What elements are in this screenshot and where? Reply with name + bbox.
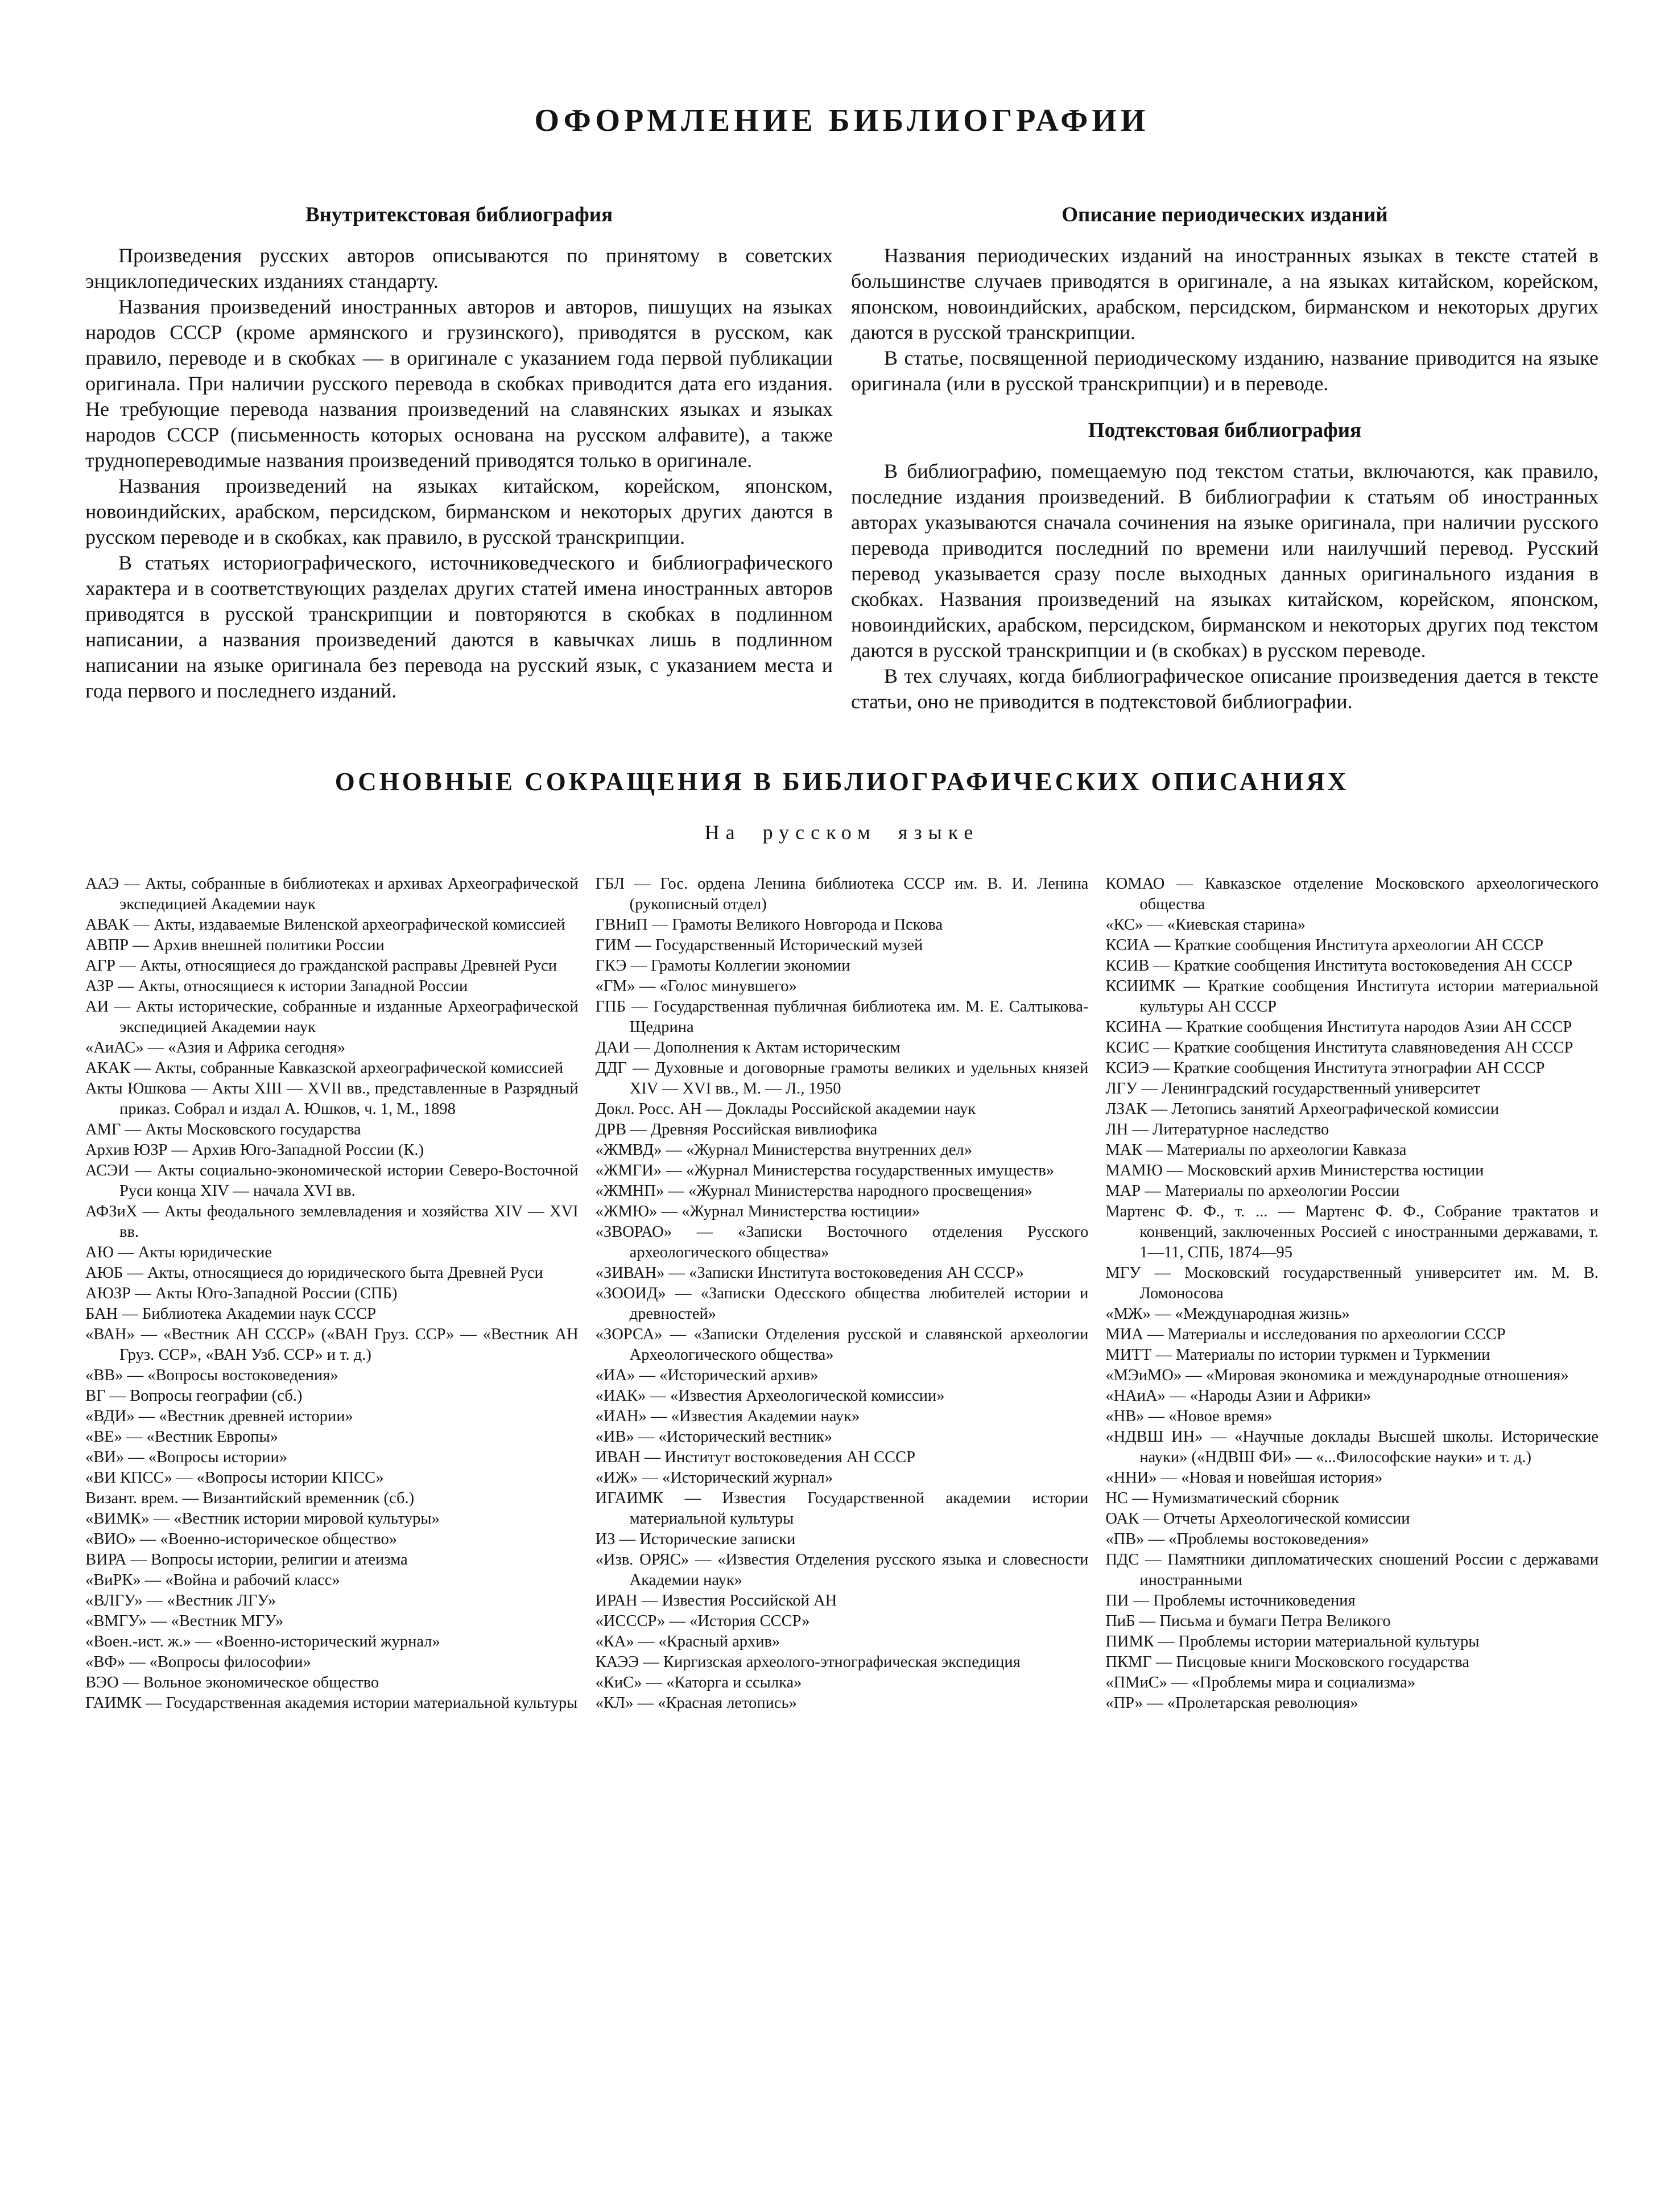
abbreviation-entry: «ННИ» — «Новая и новейшая история» bbox=[1105, 1469, 1383, 1487]
intro-right-column bbox=[851, 203, 1598, 715]
abbreviations-column-3 bbox=[1105, 874, 1598, 1714]
abbreviation-entry: «КА» — «Красный архив» bbox=[595, 1633, 780, 1650]
abbreviation-entry: ПИМК — Проблемы истории материальной культуры bbox=[1105, 1633, 1480, 1650]
abbreviation-entry: АФЗиХ — Акты феодального землевладения и хозяйства XIV — XVI вв. bbox=[85, 1203, 579, 1241]
abbreviation-entry: КСИИМК — Краткие сообщения Института истории материальной культуры АН СССР bbox=[1105, 977, 1599, 1016]
abbreviation-entry: «ПВ» — «Проблемы востоковедения» bbox=[1105, 1530, 1369, 1548]
abbreviation-entry: ПКМГ — Писцовые книги Московского государства bbox=[1105, 1653, 1470, 1671]
body-paragraph: В статье, посвященной периодическому изданию, название приводится на языке оригинала (или в русской транскрипции) и в переводе. bbox=[851, 346, 1598, 395]
abbreviation-entry: АКАК — Акты, собранные Кавказской археографической комиссией bbox=[85, 1059, 564, 1077]
abbreviation-entry: ПиБ — Письма и бумаги Петра Великого bbox=[1105, 1612, 1391, 1630]
abbreviation-entry: «ЗВОРАО» — «Записки Восточного отделения Русского археологического общества» bbox=[595, 1223, 1089, 1261]
abbreviation-entry: «ЗОРСА» — «Записки Отделения русской и славянской археологии Археологического общества» bbox=[595, 1326, 1089, 1364]
body-paragraph: В библиографию, помещаемую под текстом статьи, включаются, как правило, последние издания произведений. В библиографии к статьям об иностранных авторах указываются сначала сочинения на языке оригинала, при наличии русского перевода приводится последний по времени или наилучший перевод. Русский перевод указывается сразу после выходных данных оригинального издания в скобках. Названия произведений на языках китайском, корейском, японском, новоиндийских, арабском, персидском, бирманском и некоторых других под текстом даются в русской транскрипции и (в скобках) в русском переводе. bbox=[851, 460, 1598, 662]
heading-periodicals-description: Описание периодических изданий bbox=[1061, 203, 1388, 226]
abbreviation-entry: ОАК — Отчеты Археологической комиссии bbox=[1105, 1510, 1410, 1528]
abbreviation-entry: «ЖМВД» — «Журнал Министерства внутренних дел» bbox=[595, 1141, 973, 1159]
abbreviation-entry: «ВМГУ» — «Вестник МГУ» bbox=[85, 1612, 284, 1630]
abbreviation-entry: «ВИ» — «Вопросы истории» bbox=[85, 1448, 287, 1466]
abbreviation-entry: КАЭЭ — Киргизская археолого-этнографическая экспедиция bbox=[595, 1653, 1021, 1671]
page-title: ОФОРМЛЕНИЕ БИБЛИОГРАФИИ bbox=[534, 103, 1150, 138]
intro-left-column bbox=[85, 203, 833, 715]
abbreviation-entry: ГПБ — Государственная публичная библиотека им. М. Е. Салтыкова-Щедрина bbox=[595, 998, 1089, 1036]
abbreviation-entry: ПДС — Памятники дипломатических сношений России с державами иностранными bbox=[1105, 1551, 1599, 1589]
abbreviation-entry: «Изв. ОРЯС» — «Известия Отделения русского языка и словесности Академии наук» bbox=[595, 1551, 1089, 1589]
abbreviation-entry: ВЭО — Вольное экономическое общество bbox=[85, 1674, 379, 1691]
abbreviation-entry: АЮЗР — Акты Юго-Западной России (СПБ) bbox=[85, 1285, 398, 1302]
abbreviation-entry: «Воен.-ист. ж.» — «Военно-исторический журнал» bbox=[85, 1633, 440, 1650]
abbreviation-entry: «НДВШ ИН» — «Научные доклады Высшей школы. Исторические науки» («НДВШ ФИ» — «...Философские науки» и т. д.) bbox=[1105, 1428, 1599, 1466]
abbreviation-entry: ВИРА — Вопросы истории, религии и атеизма bbox=[85, 1551, 408, 1569]
abbreviation-entry: ДРВ — Древняя Российская вивлиофика bbox=[595, 1121, 878, 1138]
abbreviation-entry: ПИ — Проблемы источниковедения bbox=[1105, 1592, 1356, 1610]
abbreviation-entry: «ВИМК» — «Вестник истории мировой культуры» bbox=[85, 1510, 440, 1528]
abbreviation-entry: ИРАН — Известия Российской АН bbox=[595, 1592, 837, 1610]
footnote-paragraphs bbox=[851, 459, 1598, 715]
abbreviation-entry: АГР — Акты, относящиеся до гражданской расправы Древней Руси bbox=[85, 957, 557, 975]
abbreviation-entry: АЮБ — Акты, относящиеся до юридического быта Древней Руси bbox=[85, 1264, 543, 1282]
abbreviation-entry: МАР — Материалы по археологии России bbox=[1105, 1182, 1400, 1200]
abbreviation-entry: «ВЛГУ» — «Вестник ЛГУ» bbox=[85, 1592, 276, 1610]
abbreviation-entry: «ВиРК» — «Война и рабочий класс» bbox=[85, 1571, 340, 1589]
abbreviation-entry: МАК — Материалы по археологии Кавказа bbox=[1105, 1141, 1407, 1159]
heading-footnote-bibliography: Подтекстовая библиография bbox=[1088, 419, 1362, 442]
abbreviation-entry: АВПР — Архив внешней политики России bbox=[85, 936, 385, 954]
abbreviation-entry: АСЭИ — Акты социально-экономической истории Северо-Восточной Руси конца XIV — начала XVI вв. bbox=[85, 1162, 579, 1200]
abbreviation-entry: «КС» — «Киевская старина» bbox=[1105, 916, 1306, 934]
abbreviation-entry: «МЭиМО» — «Мировая экономика и международные отношения» bbox=[1105, 1367, 1569, 1384]
abbreviation-entry: Архив ЮЗР — Архив Юго-Западной России (К.) bbox=[85, 1141, 424, 1159]
abbreviation-entry: «ЗООИД» — «Записки Одесского общества любителей истории и древностей» bbox=[595, 1285, 1089, 1323]
abbreviation-entry: ГБЛ — Гос. ордена Ленина библиотека СССР им. В. И. Ленина (рукописный отдел) bbox=[595, 875, 1089, 913]
abbreviation-entry: АВАК — Акты, издаваемые Виленской археографической комиссией bbox=[85, 916, 565, 934]
abbreviation-entry: «МЖ» — «Международная жизнь» bbox=[1105, 1305, 1350, 1323]
abbreviations-heading: ОСНОВНЫЕ СОКРАЩЕНИЯ В БИБЛИОГРАФИЧЕСКИХ ОПИСАНИЯХ bbox=[334, 767, 1349, 796]
abbreviation-entry: «КиС» — «Каторга и ссылка» bbox=[595, 1674, 802, 1691]
abbreviation-entry: ГКЭ — Грамоты Коллегии экономии bbox=[595, 957, 850, 975]
abbreviation-entry: «ИЖ» — «Исторический журнал» bbox=[595, 1469, 833, 1487]
intro-section bbox=[85, 203, 1598, 715]
abbreviation-entry: «НАиА» — «Народы Азии и Африки» bbox=[1105, 1387, 1372, 1405]
abbreviation-entry: ГИМ — Государственный Исторический музей bbox=[595, 936, 923, 954]
abbreviation-entry: «ВЕ» — «Вестник Европы» bbox=[85, 1428, 278, 1446]
abbreviation-entry: АМГ — Акты Московского государства bbox=[85, 1121, 361, 1138]
abbreviation-entry: КСИА — Краткие сообщения Института археологии АН СССР bbox=[1105, 936, 1544, 954]
abbreviation-entry: ЛГУ — Ленинградский государственный университет bbox=[1105, 1080, 1481, 1097]
abbreviation-entry: АИ — Акты исторические, собранные и изданные Археографической экспедицией Академии наук bbox=[85, 998, 579, 1036]
abbreviation-entry: ДДГ — Духовные и договорные грамоты великих и удельных князей XIV — XVI вв., М. — Л., 1950 bbox=[595, 1059, 1089, 1097]
abbreviation-entry: «ИСССР» — «История СССР» bbox=[595, 1612, 810, 1630]
abbreviation-entry: Акты Юшкова — Акты XIII — XVII вв., представленные в Разрядный приказ. Собрал и издал А. Юшков, ч. 1, М., 1898 bbox=[85, 1080, 579, 1118]
abbreviation-entry: «ЖМНП» — «Журнал Министерства народного просвещения» bbox=[595, 1182, 1032, 1200]
abbreviation-entry: «ВИО» — «Военно-историческое общество» bbox=[85, 1530, 397, 1548]
abbreviation-entry: ИВАН — Институт востоковедения АН СССР bbox=[595, 1448, 915, 1466]
abbreviation-entry: Мартенс Ф. Ф., т. ... — Мартенс Ф. Ф., Собрание трактатов и конвенций, заключенных Россией с иностранными державами, т. 1—11, СПБ, 1874—95 bbox=[1105, 1203, 1599, 1261]
abbreviation-entry: БАН — Библиотека Академии наук СССР bbox=[85, 1305, 376, 1323]
body-paragraph: В статьях историографического, источниковедческого и библиографического характера и в соответствующих разделах других статей имена иностранных авторов приводятся в русской транскрипции и повторяются в скобках в подлинном написании, а названия произведений даются в кавычках лишь в подлинном написании на языке оригинала без перевода на русский язык, с указанием места и года первого и последнего изданий. bbox=[85, 551, 833, 702]
heading-intratext-bibliography: Внутритекстовая библиография bbox=[305, 203, 613, 226]
abbreviation-entry: «НВ» — «Новое время» bbox=[1105, 1408, 1273, 1425]
abbreviation-entry: ГАИМК — Государственная академия истории материальной культуры bbox=[85, 1694, 578, 1712]
abbreviation-entry: НС — Нумизматический сборник bbox=[1105, 1489, 1339, 1507]
abbreviation-entry: ГВНиП — Грамоты Великого Новгорода и Пскова bbox=[595, 916, 943, 934]
periodicals-paragraphs bbox=[851, 243, 1598, 397]
abbreviation-entry: ЛН — Литературное наследство bbox=[1105, 1121, 1329, 1138]
body-paragraph: Произведения русских авторов описываются по принятому в советских энциклопедических изданиях стандарту. bbox=[85, 244, 833, 292]
abbreviation-entry: КСИС — Краткие сообщения Института славяноведения АН СССР bbox=[1105, 1039, 1573, 1057]
abbreviation-entry: МИТТ — Материалы по истории туркмен и Туркмении bbox=[1105, 1346, 1490, 1364]
abbreviation-entry: «ВАН» — «Вестник АН СССР» («ВАН Груз. ССР» — «Вестник АН Груз. ССР», «ВАН Узб. ССР» и т. д.) bbox=[85, 1326, 579, 1364]
abbreviation-entry: «ИАН» — «Известия Академии наук» bbox=[595, 1408, 860, 1425]
abbreviation-entry: МАМЮ — Московский архив Министерства юстиции bbox=[1105, 1162, 1484, 1179]
body-paragraph: Названия произведений на языках китайском, корейском, японском, новоиндийских, арабском, персидском, бирманском и некоторых других даются в русском переводе и в скобках, как правило, в русской транскрипции. bbox=[85, 474, 833, 548]
abbreviation-entry: «ЗИВАН» — «Записки Института востоковедения АН СССР» bbox=[595, 1264, 1024, 1282]
abbreviation-entry: МИА — Материалы и исследования по археологии СССР bbox=[1105, 1326, 1506, 1343]
abbreviation-entry: АЗР — Акты, относящиеся к истории Западной России bbox=[85, 977, 468, 995]
body-paragraph: В тех случаях, когда библиографическое описание произведения дается в тексте статьи, оно не приводится в подтекстовой библиографии. bbox=[851, 665, 1598, 713]
abbreviation-entry: «ЖМЮ» — «Журнал Министерства юстиции» bbox=[595, 1203, 920, 1220]
abbreviation-entry: «ПР» — «Пролетарская революция» bbox=[1105, 1694, 1358, 1712]
abbreviation-entry: «АиАС» — «Азия и Африка сегодня» bbox=[85, 1039, 346, 1057]
abbreviation-entry: АЮ — Акты юридические bbox=[85, 1244, 272, 1261]
abbreviation-entry: Визант. врем. — Византийский временник (сб.) bbox=[85, 1489, 415, 1507]
abbreviation-entry: «ВВ» — «Вопросы востоковедения» bbox=[85, 1367, 338, 1384]
abbreviations-column-1 bbox=[85, 874, 579, 1714]
abbreviation-entry: «ВФ» — «Вопросы философии» bbox=[85, 1653, 311, 1671]
abbreviation-entry: «ЖМГИ» — «Журнал Министерства государственных имуществ» bbox=[595, 1162, 1055, 1179]
abbreviations-subheading: На русском языке bbox=[704, 821, 980, 844]
abbreviation-entry: КСИЭ — Краткие сообщения Института этнографии АН СССР bbox=[1105, 1059, 1545, 1077]
abbreviation-entry: ЛЗАК — Летопись занятий Археографической комиссии bbox=[1105, 1100, 1500, 1118]
abbreviations-list bbox=[85, 874, 1598, 1714]
abbreviation-entry: МГУ — Московский государственный университет им. М. В. Ломоносова bbox=[1105, 1264, 1599, 1302]
abbreviation-entry: «ИА» — «Исторический архив» bbox=[595, 1367, 819, 1384]
abbreviation-entry: ИГАИМК — Известия Государственной академии истории материальной культуры bbox=[595, 1489, 1089, 1528]
abbreviation-entry: «ГМ» — «Голос минувшего» bbox=[595, 977, 797, 995]
abbreviation-entry: Докл. Росс. АН — Доклады Российской академии наук bbox=[595, 1100, 976, 1118]
abbreviation-entry: ААЭ — Акты, собранные в библиотеках и архивах Археографической экспедицией Академии наук bbox=[85, 875, 579, 913]
abbreviation-entry: ВГ — Вопросы географии (сб.) bbox=[85, 1387, 303, 1405]
abbreviation-entry: ИЗ — Исторические записки bbox=[595, 1530, 796, 1548]
abbreviations-column-2 bbox=[596, 874, 1089, 1714]
abbreviation-entry: «ИВ» — «Исторический вестник» bbox=[595, 1428, 832, 1446]
abbreviation-entry: КСИВ — Краткие сообщения Института востоковедения АН СССР bbox=[1105, 957, 1573, 975]
abbreviation-entry: «ПМиС» — «Проблемы мира и социализма» bbox=[1105, 1674, 1416, 1691]
abbreviation-entry: ДАИ — Дополнения к Актам историческим bbox=[595, 1039, 901, 1057]
abbreviation-entry: «ВИ КПСС» — «Вопросы истории КПСС» bbox=[85, 1469, 384, 1487]
intratext-paragraphs bbox=[85, 243, 833, 704]
abbreviation-entry: КОМАО — Кавказское отделение Московского археологического общества bbox=[1105, 875, 1599, 913]
abbreviation-entry: КСИНА — Краткие сообщения Института народов Азии АН СССР bbox=[1105, 1018, 1572, 1036]
abbreviation-entry: «ВДИ» — «Вестник древней истории» bbox=[85, 1408, 353, 1425]
abbreviation-entry: «КЛ» — «Красная летопись» bbox=[595, 1694, 797, 1712]
body-paragraph: Названия произведений иностранных авторов и авторов, пишущих на языках народов СССР (кроме армянского и грузинского), приводятся в русском, как правило, переводе и в скобках — в оригинале с указанием года первой публикации оригинала. При наличии русского перевода в скобках приводится дата его издания. Не требующие перевода названия произведений на славянских языках и языках народов СССР (письменность которых основана на русском алфавите), а также труднопереводимые названия произведений приводятся только в оригинале. bbox=[85, 295, 833, 472]
body-paragraph: Названия периодических изданий на иностранных языках в тексте статей в большинстве случаев приводятся в оригинале, а на языках китайском, корейском, японском, новоиндийских, арабском, персидском, бирманском и некоторых других даются в русской транскрипции. bbox=[851, 244, 1598, 344]
abbreviation-entry: «ИАК» — «Известия Археологической комиссии» bbox=[595, 1387, 945, 1405]
